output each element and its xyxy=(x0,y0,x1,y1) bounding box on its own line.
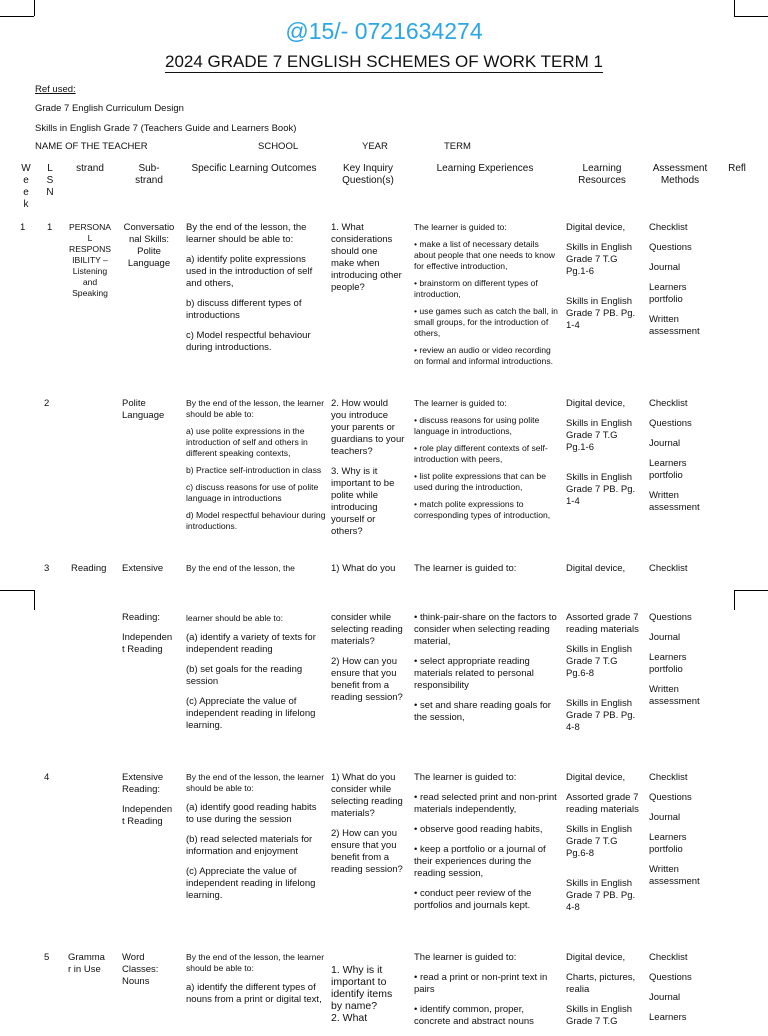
cell-outcomes: By the end of the lesson, the learner should be able to: a) use polite expressions in the introduction of self and others in different speaking contexts, b) Practice self-introduction in class c) discuss reasons for use of polite language in introductions d) Model respectful behaviour during introductions. xyxy=(186,398,326,531)
cell-inquiry: 1. What considerations should one make when introducing other people? xyxy=(331,222,402,293)
cell-inquiry: consider while selecting reading materials? 2) How can you ensure that you benefit from a reading session? xyxy=(331,612,403,703)
cell-outcomes: learner should be able to: (a) identify a variety of texts for independent reading (b) set goals for the reading session (c) Appreciate the value of independent reading in lifelong learning. xyxy=(186,613,316,731)
term-label: TERM xyxy=(444,141,471,152)
crop-mark xyxy=(34,0,35,16)
header-inquiry: Key Inquiry Question(s) xyxy=(342,163,394,186)
cell-inquiry: 1) What do you xyxy=(331,563,396,574)
header-lsn: L S N xyxy=(46,163,54,198)
cell-resources: Digital device, Skills in English Grade 7 T.G Pg.1-6 Skills in English Grade 7 PB. Pg. 1-4 xyxy=(566,398,636,507)
cell-substrand: Conversatio nal Skills: Polite Language xyxy=(123,222,175,269)
crop-mark xyxy=(0,590,34,591)
cell-lsn: 4 xyxy=(44,772,50,783)
cell-inquiry: 1) What do you consider while selecting reading materials? 2) How can you ensure that you benefit from a reading session? xyxy=(331,772,403,875)
cell-assessment: Checklist xyxy=(649,563,688,574)
cell-strand: Reading xyxy=(71,563,107,574)
cell-resources: Digital device, Assorted grade 7 reading materials Skills in English Grade 7 T.G Pg.6-8 Skills in English Grade 7 PB. Pg. 4-8 xyxy=(566,772,639,913)
cell-substrand: Word Classes: Nouns xyxy=(122,952,159,987)
cell-lsn: 3 xyxy=(44,563,50,574)
header-experiences: Learning Experiences xyxy=(436,163,534,174)
page-title: 2024 GRADE 7 ENGLISH SCHEMES OF WORK TERM 1 xyxy=(164,52,603,71)
cell-resources: Digital device, xyxy=(566,563,626,574)
cell-substrand: Reading: Independen t Reading xyxy=(122,612,173,655)
crop-mark xyxy=(34,590,35,610)
cell-assessment: Checklist Questions Journal Learners xyxy=(649,952,692,1023)
header-outcomes: Specific Learning Outcomes xyxy=(191,163,317,174)
cell-strand: Gramma r in Use xyxy=(68,952,105,975)
crop-mark xyxy=(734,590,768,591)
cell-outcomes: By the end of the lesson, the learner should be able to: a) identify the different types of nouns from a print or digital text, xyxy=(186,952,325,1005)
header-reflection: Refl xyxy=(728,163,746,174)
cell-experiences: • think-pair-share on the factors to consider when selecting reading material, • select appropriate reading materials related to personal responsibility • set and share reading goals for the session, xyxy=(414,612,557,723)
cell-week: 1 xyxy=(20,222,26,233)
cell-substrand: Polite Language xyxy=(122,398,165,421)
ref-item: Grade 7 English Curriculum Design xyxy=(35,103,184,114)
cell-outcomes: By the end of the lesson, the xyxy=(186,563,295,573)
cell-inquiry: 2. How would you introduce your parents or guardians to your teachers? 3. Why is it important to be polite while introducing yourself or others? xyxy=(331,398,405,537)
crop-mark xyxy=(734,590,735,610)
cell-assessment: Checklist Questions Journal Learners portfolio Written assessment xyxy=(649,398,700,513)
cell-resources: Assorted grade 7 reading materials Skills in English Grade 7 T.G Pg.6-8 Skills in English Grade 7 PB. Pg. 4-8 xyxy=(566,612,639,733)
cell-assessment: Checklist Questions Journal Learners portfolio Written assessment xyxy=(649,772,700,887)
header-substrand: Sub- strand xyxy=(135,163,163,186)
cell-inquiry: 1. Why is it important to identify items by name? 2. What xyxy=(331,964,393,1024)
cell-experiences: The learner is guided to: • read a print or non-print text in pairs • identify common, proper, concrete and abstract nouns xyxy=(414,952,548,1027)
cell-strand: PERSONA L RESPONS IBILITY – Listening and Speaking xyxy=(68,222,112,298)
year-label: YEAR xyxy=(362,141,388,152)
cell-experiences: The learner is guided to: • discuss reasons for using polite language in introductions, • role play different contexts of self-introduction with peers, • list polite expressions that can be used during the introduction, • match polite expressions to corresponding types of introduction, xyxy=(414,398,551,520)
cell-experiences: The learner is guided to: • make a list of necessary details about people that one needs to know for effective introduction, • brainstorm on different types of introduction, • use games such as catch the ball, in small groups, for the introduction of others, • review an audio or video recording on formal and informal introductions. xyxy=(414,222,558,366)
header-strand: strand xyxy=(76,163,104,174)
crop-mark xyxy=(734,0,735,16)
crop-mark xyxy=(0,16,34,17)
cell-lsn: 2 xyxy=(44,398,50,409)
ref-item: Skills in English Grade 7 (Teachers Guide and Learners Book) xyxy=(35,123,297,134)
school-label: SCHOOL xyxy=(258,141,299,152)
crop-mark xyxy=(734,16,768,17)
cell-experiences: The learner is guided to: • read selected print and non-print materials independently, • observe good reading habits, • keep a portfolio or a journal of their experiences during the reading session, • conduct peer review of the portfolios and journals kept. xyxy=(414,772,557,911)
header-week: W e e k xyxy=(21,163,31,210)
cell-lsn: 1 xyxy=(47,222,53,233)
header-assessment: Assessment Methods xyxy=(652,163,708,186)
cell-assessment: Questions Journal Learners portfolio Written assessment xyxy=(649,612,700,707)
cell-resources: Digital device, Charts, pictures, realia Skills in English Grade 7 T.G xyxy=(566,952,636,1027)
teacher-name-label: NAME OF THE TEACHER xyxy=(35,141,148,152)
cell-substrand: Extensive xyxy=(122,563,164,574)
cell-outcomes: By the end of the lesson, the learner should be able to: (a) identify good reading habits to use during the session (b) read selected materials for information and enjoyment (c) Appreciate the value of independent reading in lifelong learning. xyxy=(186,772,325,901)
cell-outcomes: By the end of the lesson, the learner should be able to: a) identify polite expressions used in the introduction of self and others, b) discuss different types of introductions c) Model respectful behaviour during introductions. xyxy=(186,222,313,353)
cell-substrand: Extensive Reading: Independen t Reading xyxy=(122,772,173,827)
cell-lsn: 5 xyxy=(44,952,50,963)
cell-experiences: The learner is guided to: xyxy=(414,563,517,574)
contact-line: @15/- 0721634274 xyxy=(285,18,483,44)
ref-label: Ref used: xyxy=(35,84,76,95)
cell-assessment: Checklist Questions Journal Learners portfolio Written assessment xyxy=(649,222,700,337)
header-resources: Learning Resources xyxy=(578,163,626,186)
cell-resources: Digital device, Skills in English Grade 7 T.G Pg.1-6 Skills in English Grade 7 PB. Pg. 1-4 xyxy=(566,222,636,331)
